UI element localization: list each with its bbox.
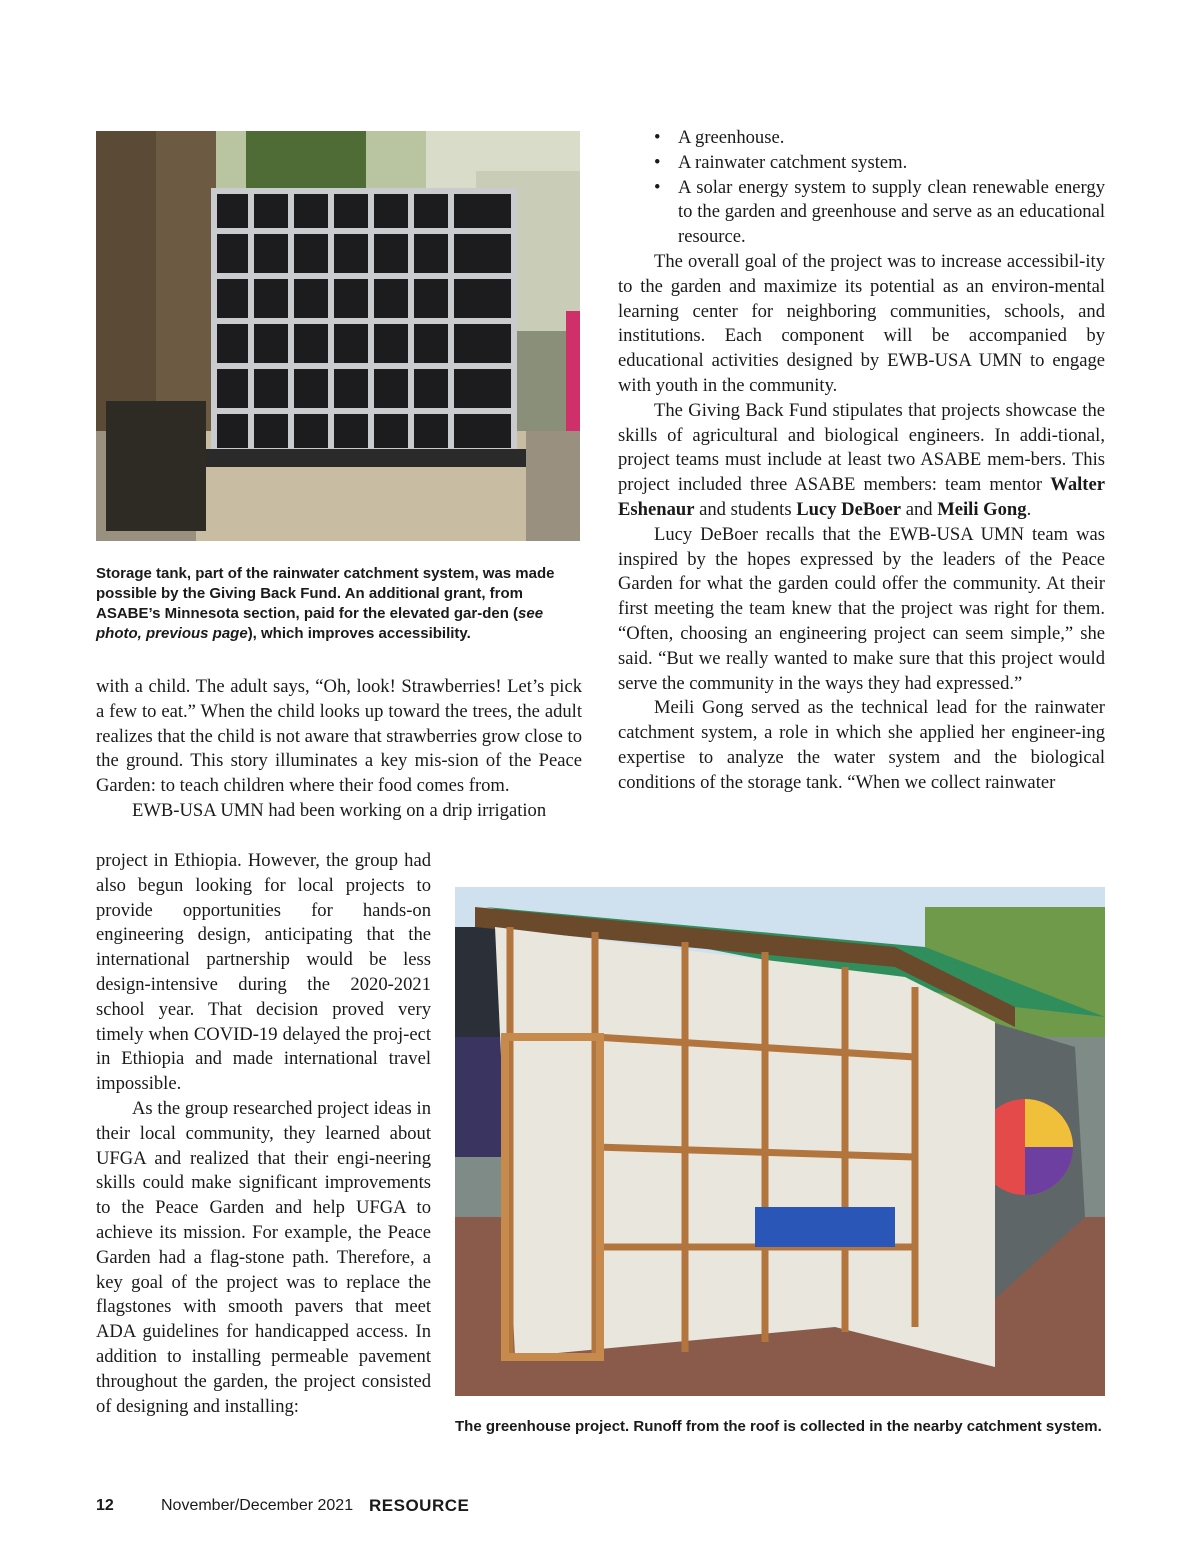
magazine-name: RESOURCE <box>369 1496 470 1515</box>
page-number: 12 <box>96 1497 114 1514</box>
caption-text-a: Storage tank, part of the rainwater catchment system, was made possible by the Giving Back Fund. An additional grant, from ASABE’s Minnesota section, paid for the elevated gar-den ( <box>96 565 555 622</box>
person-name: Meili Gong <box>937 498 1027 520</box>
page-footer <box>96 1497 696 1521</box>
caption-text-b: ), which improves accessibility. <box>247 625 471 642</box>
paragraph: The Giving Back Fund stipulates that projects showcase the skills of agricultural and biological engineers. In addi-tional, project teams must include at least two ASABE mem-bers. This project included three ASABE members: team mentor Walter Eshenaur and students Lucy DeBoer and Meili Gong. <box>618 399 1105 520</box>
person-name: Lucy DeBoer <box>796 498 902 520</box>
paragraph: with a child. The adult says, “Oh, look! Strawberries! Let’s pick a few to eat.” When the child looks up toward the trees, the adult realizes that the child is not aware that strawberries grow close to the ground. This story illuminates a key mis-sion of the Peace Garden: to teach children where their food comes from. <box>96 676 582 797</box>
paragraph: The overall goal of the project was to increase accessibil-ity to the garden and maximize its potential as an environ-mental learning center for neighboring communities, schools, and institutions. Each component will be accompanied by educational activities designed by EWB-USA UMN to engage with youth in the community. <box>618 250 1105 396</box>
issue-date: November/December 2021 <box>161 1497 354 1514</box>
list-item: • A rainwater catchment system. <box>654 151 908 173</box>
greenhouse-photo <box>455 887 1105 1396</box>
greenhouse-caption <box>455 1417 1110 1437</box>
paragraph: Lucy DeBoer recalls that the EWB-USA UMN team was inspired by the hopes expressed by the leaders of the Peace Garden for what the garden could offer the community. At their first meeting the team knew that the project was right for them. “Often, choosing an engineering project can seem simple,” she said. “But we really wanted to make sure that this project would serve the community in the ways they had expressed.” <box>618 523 1105 694</box>
left-column <box>96 675 582 824</box>
list-item: • A solar energy system to supply clean renewable energy to the garden and greenhouse and serve as an educational resource. <box>654 176 1105 248</box>
right-column <box>618 126 1105 796</box>
left-column-narrow <box>96 849 431 1419</box>
paragraph: project in Ethiopia. However, the group had also begun looking for local projects to provide opportunities for hands-on engineering design, anticipating that the international partnership would be less design-intensive during the 2020-2021 school year. That decision proved very timely when COVID-19 delayed the proj-ect in Ethiopia and made international travel impossible. <box>96 850 431 1095</box>
caption-emphasis: see photo, previous page <box>96 605 544 642</box>
caption-text: The greenhouse project. Runoff from the roof is collected in the nearby catchment system. <box>455 1418 1102 1435</box>
paragraph: Meili Gong served as the technical lead for the rainwater catchment system, a role in which she applied her engineer-ing expertise to analyze the water system and the biological conditions of the storage tank. “When we collect rainwater <box>618 697 1105 793</box>
paragraph: As the group researched project ideas in their local community, they learned about UFGA and realized that their engi-neering skills could make significant improvements to the Peace Garden and help UFGA to achieve its mission. For example, the Peace Garden had a flag-stone path. Therefore, a key goal of the project was to replace the flagstones with smooth pavers that meet ADA guidelines for handicapped access. In addition to installing permeable pavement throughout the garden, the project consisted of designing and installing: <box>96 1097 431 1417</box>
list-item: • A greenhouse. <box>654 127 785 148</box>
component-list <box>618 126 1105 250</box>
storage-tank-caption <box>96 564 582 644</box>
storage-tank-photo <box>96 131 580 541</box>
paragraph: EWB-USA UMN had been working on a drip irrigation <box>132 799 547 821</box>
person-name: Walter Eshenaur <box>618 474 1105 520</box>
